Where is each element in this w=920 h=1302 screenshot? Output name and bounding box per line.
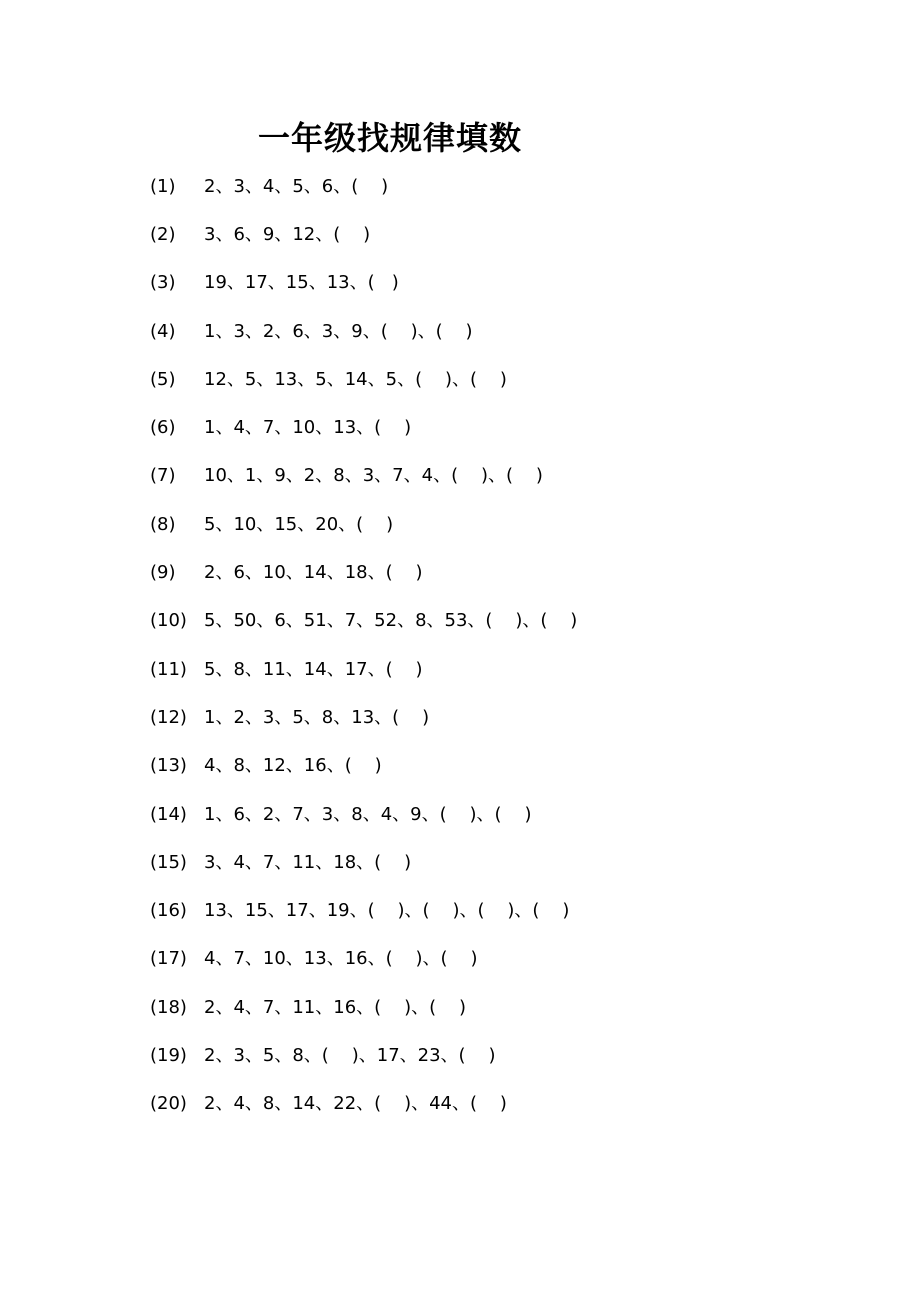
- question-number: (1): [150, 175, 176, 197]
- question-item: [150, 886, 577, 934]
- question-item: [150, 983, 577, 1031]
- question-item: [150, 355, 577, 403]
- question-item: [150, 645, 577, 693]
- question-number: (6): [150, 417, 176, 439]
- number-sequence: 10、1、9、2、8、3、7、4、( )、( ): [204, 465, 543, 487]
- question-number: (3): [150, 272, 176, 294]
- question-number: (7): [150, 465, 176, 487]
- question-number: (11): [150, 658, 187, 680]
- question-number: (19): [150, 1044, 187, 1066]
- number-sequence: 1、3、2、6、3、9、( )、( ): [204, 320, 473, 342]
- number-sequence: 5、10、15、20、( ): [204, 513, 394, 535]
- question-item: [150, 307, 577, 355]
- question-number: (14): [150, 803, 187, 825]
- number-sequence: 3、6、9、12、( ): [204, 223, 371, 245]
- question-item: [150, 597, 577, 645]
- number-sequence: 12、5、13、5、14、5、( )、( ): [204, 368, 507, 390]
- question-number: (4): [150, 320, 176, 342]
- number-sequence: 4、8、12、16、( ): [204, 755, 382, 777]
- number-sequence: 2、4、8、14、22、( )、44、( ): [204, 1093, 507, 1115]
- number-sequence: 13、15、17、19、( )、( )、( )、( ): [204, 900, 570, 922]
- question-item: [150, 742, 577, 790]
- question-number: (13): [150, 755, 187, 777]
- question-item: [150, 500, 577, 548]
- question-number: (18): [150, 996, 187, 1018]
- question-item: [150, 935, 577, 983]
- number-sequence: 1、4、7、10、13、( ): [204, 417, 412, 439]
- question-number: (9): [150, 562, 176, 584]
- question-item: [150, 452, 577, 500]
- question-item: [150, 693, 577, 741]
- number-sequence: 1、6、2、7、3、8、4、9、( )、( ): [204, 803, 532, 825]
- number-sequence: 2、6、10、14、18、( ): [204, 562, 423, 584]
- question-number: (10): [150, 610, 187, 632]
- question-list: [150, 162, 577, 1128]
- number-sequence: 5、50、6、51、7、52、8、53、( )、( ): [204, 610, 578, 632]
- question-item: [150, 1080, 577, 1128]
- number-sequence: 2、4、7、11、16、( )、( ): [204, 996, 467, 1018]
- question-item: [150, 162, 577, 210]
- question-item: [150, 548, 577, 596]
- question-item: [150, 1031, 577, 1079]
- question-number: (5): [150, 368, 176, 390]
- number-sequence: 19、17、15、13、( ): [204, 272, 399, 294]
- question-item: [150, 259, 577, 307]
- number-sequence: 5、8、11、14、17、( ): [204, 658, 423, 680]
- number-sequence: 3、4、7、11、18、( ): [204, 851, 412, 873]
- question-number: (16): [150, 900, 187, 922]
- number-sequence: 2、3、5、8、( )、17、23、( ): [204, 1044, 496, 1066]
- question-number: (20): [150, 1093, 187, 1115]
- number-sequence: 4、7、10、13、16、( )、( ): [204, 948, 478, 970]
- page-title: 一年级找规律填数: [258, 119, 523, 157]
- question-number: (12): [150, 706, 187, 728]
- question-item: [150, 790, 577, 838]
- question-number: (15): [150, 851, 187, 873]
- question-item: [150, 838, 577, 886]
- question-item: [150, 210, 577, 258]
- question-number: (8): [150, 513, 176, 535]
- question-item: [150, 403, 577, 451]
- question-number: (17): [150, 948, 187, 970]
- question-number: (2): [150, 223, 176, 245]
- number-sequence: 1、2、3、5、8、13、( ): [204, 706, 430, 728]
- number-sequence: 2、3、4、5、6、( ): [204, 175, 389, 197]
